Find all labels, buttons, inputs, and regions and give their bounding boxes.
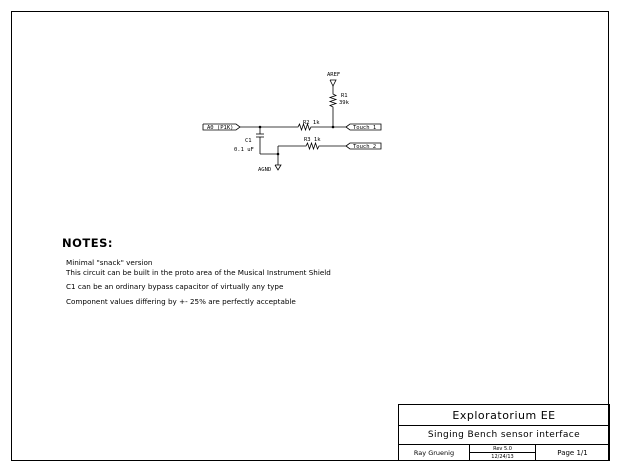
title-block-date: 12/24/13 [470,453,536,461]
agnd-symbol [275,165,281,170]
note-line: C1 can be an ordinary bypass capacitor of virtually any type [66,282,284,291]
title-block-title: Singing Bench sensor interface [399,426,609,445]
note-line: Minimal "snack" version [66,258,153,267]
title-block [398,404,610,461]
a0-port-label: A0 (P1K) [207,125,234,131]
r1-ref-label: R1 [341,93,348,99]
note-line: Component values differing by +- 25% are perfectly acceptable [66,297,296,306]
c1-value-label: 0.1 uF [234,147,254,153]
title-block-company: Exploratorium EE [399,405,609,426]
aref-power-symbol [330,80,336,86]
notes-title: NOTES: [62,236,113,250]
title-block-author: Ray Gruenig [399,445,470,461]
touch1-port-label: Touch 1 [353,125,377,131]
c1-ref-label: C1 [245,138,252,144]
aref-label: AREF [327,72,341,78]
r2-label: R2 1k [303,120,320,126]
title-block-revision: Rev 5.0 [470,445,536,453]
r3-label: R3 1k [304,137,321,143]
touch2-port-label: Touch 2 [353,144,377,150]
r1-resistor [330,92,336,109]
agnd-label: AGND [258,167,272,173]
note-line: This circuit can be built in the proto area of the Musical Instrument Shield [66,268,331,277]
r1-junction-dot [332,126,335,129]
title-block-page: Page 1/1 [557,449,588,457]
gnd-junction-dot [277,153,280,156]
notes-section [62,236,331,307]
r1-value-label: 39k [339,100,349,106]
c1-junction-dot [259,126,262,129]
r3-resistor [304,143,321,149]
